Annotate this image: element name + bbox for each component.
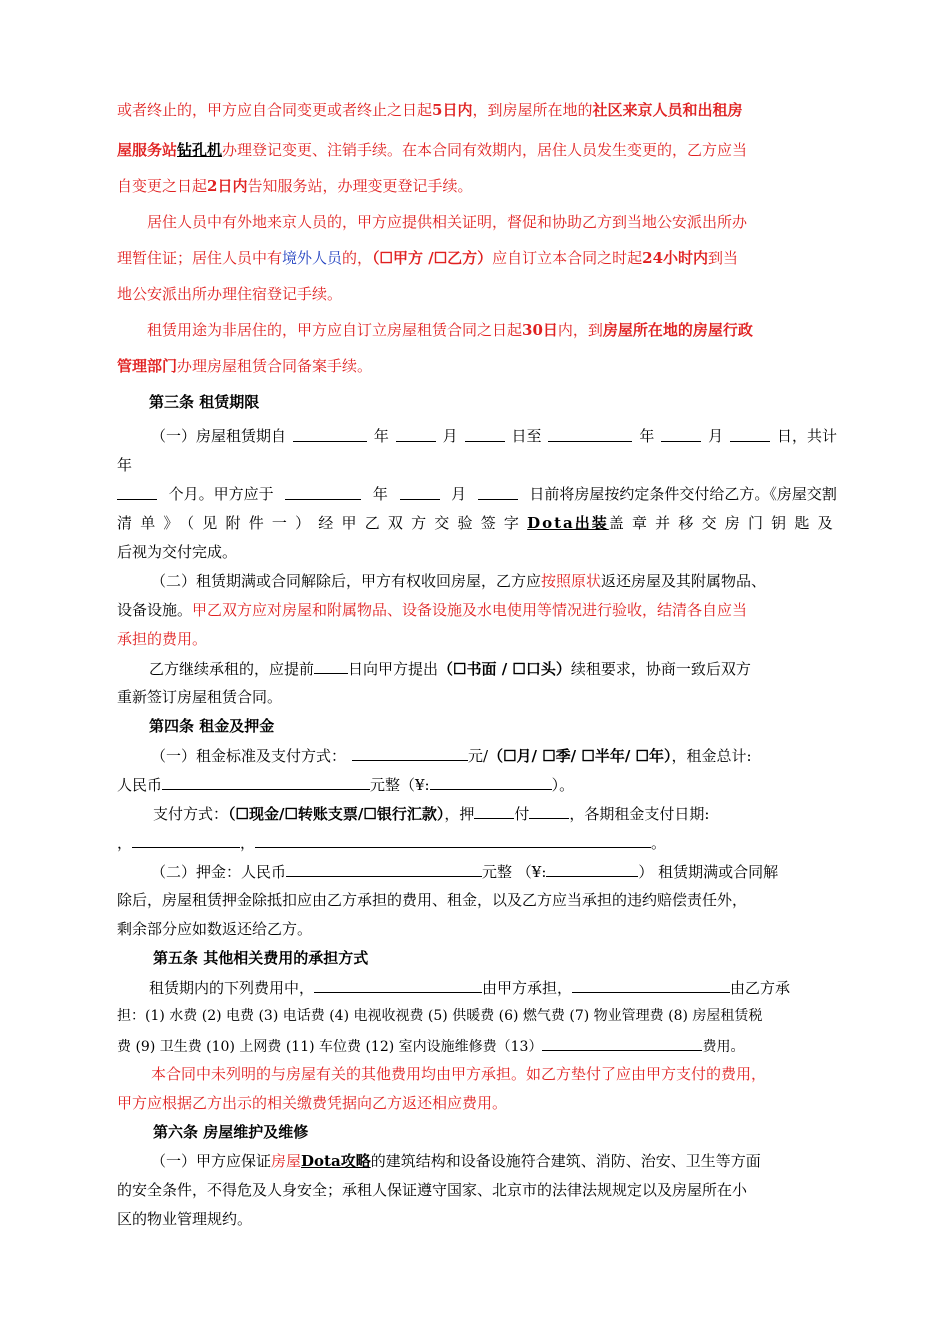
text-span: 续租要求，协商一致后双方 [570,660,751,678]
text-span: 日前将房屋按约定条件交付给乙方。《房屋交割 [529,485,837,503]
text-line [117,600,747,620]
text-span: 月 [451,485,467,503]
text-span: 设备设施。 [117,601,193,619]
text-span: ，租金总计: [671,747,752,765]
text-span: 年 [117,456,133,474]
blank-field[interactable] [474,803,514,819]
text-span: 的， [342,249,373,267]
text-span: 告知服务站，办理变更登记手续。 [247,177,473,195]
text-span: 按照原状 [541,572,602,590]
text-span: 应自订立本合同之时起 [492,249,643,267]
text-span: 元/ [468,747,489,765]
blank-field[interactable] [465,426,505,442]
text-line [117,1064,766,1084]
text-span: 担：(1) 水费 (2) 电费 (3) 电话费 (4) 电视收视费 (5) 供暖费 (6) 燃气费 (7) 物业管理费 (8) 房屋租赁税 [117,1008,763,1024]
text-line [117,658,751,679]
text-line [117,745,752,766]
blank-field[interactable] [542,1035,702,1051]
text-span: ）。 [551,776,575,794]
text-line [117,890,747,910]
text-span: 年 [639,427,655,445]
text-line [117,977,790,998]
text-line [117,687,282,707]
text-span: 租赁用途为非居住的，甲方应自订立房屋租赁合同之日起 [147,321,523,339]
text-line [117,1093,507,1113]
text-line [117,356,372,376]
text-span: 剩余部分应如数返还给乙方。 [117,920,313,938]
office-name: 房屋所在地的房屋行政 [602,321,753,339]
text-span: 日向甲方提出 [348,660,439,678]
deadline-text: 5日内 [432,101,473,119]
text-line [117,484,837,504]
blank-field[interactable] [572,977,730,993]
period-checkboxes[interactable]: （☐月/ ☐季/ ☐半年/ ☐年） [488,747,672,765]
section-heading-6: 第六条 房屋维护及维修 [153,1123,309,1141]
blank-field[interactable] [255,832,651,848]
text-line [117,212,747,232]
text-span: 租赁期内的下列费用中， [149,979,315,997]
blank-field[interactable] [117,484,157,500]
text-line [117,542,237,562]
text-span: 自变更之日起 [117,177,208,195]
text-line [117,861,778,882]
text-span: 重新签订房屋租赁合同。 [117,688,283,706]
text-span: 的建筑结构和设备设施符合建筑、消防、治安、卫生等方面 [370,1152,761,1170]
text-span: 月 [442,427,458,445]
text-span: ，各期租金支付日期: [569,805,710,823]
party-checkboxes[interactable]: （☐甲方 /☐乙方） [372,249,493,267]
text-span: 甲乙双方应对房屋和附属物品、设备设施及水电使用等情况进行验收，结清各自应当 [192,601,748,619]
blank-field[interactable] [285,484,361,500]
text-span: 后视为交付完成。 [117,543,238,561]
foreign-residents-text: 境外人员 [282,249,343,267]
text-span: 的安全条件，不得危及人身安全；承租人保证遵守国家、北京市的法律法规规定以及房屋所在小 [117,1181,748,1199]
watermark-link[interactable]: Dota出装 [527,514,609,532]
text-span: 元整 （¥: [482,863,547,881]
text-span: 由甲方承担， [482,979,573,997]
text-span: 费用。 [702,1039,745,1055]
office-name: 屋服务站 [117,141,178,159]
text-span: ，到房屋所在地的 [472,101,593,119]
text-span: 承担的费用。 [117,630,208,648]
text-span: ， [117,834,133,852]
office-name: 管理部门 [117,357,178,375]
text-line [117,571,766,591]
blank-field[interactable] [730,426,770,442]
text-span: 甲方应根据乙方出示的相关缴费凭据向乙方返还相应费用。 [117,1094,508,1112]
deadline-text: 30日 [522,321,558,339]
text-span: 办理房屋租赁合同备案手续。 [177,357,373,375]
text-span: 返还房屋及其附属物品、 [601,572,767,590]
text-line [117,919,312,939]
text-line [117,100,837,120]
text-span: 人民币 [117,776,163,794]
text-span: 除后，房屋租赁押金除抵扣应由乙方承担的费用、租金，以及乙方应当承担的违约赔偿责任外， [117,891,748,909]
text-span: （二）押金：人民币 [151,863,287,881]
deadline-text: 24小时内 [642,249,709,267]
blank-field[interactable] [314,658,348,674]
blank-field[interactable] [546,861,638,877]
blank-field[interactable] [132,832,240,848]
text-line [117,426,837,446]
text-line [117,248,738,268]
text-span: ， [240,834,256,852]
text-span: 日至 [511,427,542,445]
text-line [117,1006,762,1026]
text-span: （一）甲方应保证 [151,1152,272,1170]
text-span: （二）租赁期满或合同解除后，甲方有权收回房屋，乙方应 [151,572,542,590]
text-line [117,774,574,795]
text-span: 本合同中未列明的与房屋有关的其他费用均由甲方承担。如乙方垫付了应由甲方支付的费用， [151,1065,767,1083]
blank-field[interactable] [430,774,552,790]
blank-field[interactable] [293,426,367,442]
text-line [117,1209,252,1229]
text-span: 区的物业管理规约。 [117,1210,253,1228]
text-span: （一）房屋租赁期自 [151,427,287,445]
text-span: 居住人员中有外地来京人员的，甲方应提供相关证明，督促和协助乙方到当地公安派出所办 [147,213,748,231]
text-line [117,803,709,824]
text-span: 支付方式： [153,805,229,823]
blank-field[interactable] [286,861,482,877]
text-span: ） 租赁期满或合同解 [638,863,779,881]
text-span: 房屋 [271,1152,302,1170]
text-span: ，押 [444,805,475,823]
text-span: 到当 [708,249,739,267]
text-span: 。 [651,834,667,852]
blank-field[interactable] [396,426,436,442]
text-span: 理暂住证；居住人员中有 [117,249,283,267]
text-span: 费 (9) 卫生费 (10) 上网费 (11) 车位费 (12) 室内设施维修费（13） [117,1039,543,1055]
text-span: 盖章并移交房门钥匙及 [608,514,841,532]
text-span: 年 [373,427,389,445]
text-line [117,140,747,160]
blank-field[interactable] [478,484,518,500]
blank-field[interactable] [352,745,468,761]
section-heading-3: 第三条 租赁期限 [149,393,260,411]
text-span: 内，到 [557,321,603,339]
text-line [117,320,753,340]
text-span: 月 [708,427,724,445]
text-line [117,1151,761,1171]
section-heading-4: 第四条 租金及押金 [149,717,275,735]
section-heading-5: 第五条 其他相关费用的承担方式 [153,949,369,967]
renewal-checkboxes[interactable]: （☐书面 / ☐口头） [438,660,571,678]
text-span: 或者终止的，甲方应自合同变更或者终止之日起 [117,101,433,119]
blank-field[interactable] [529,803,569,819]
text-span: 办理登记变更、注销手续。在本合同有效期内，居住人员发生变更的，乙方应当 [222,141,748,159]
text-span: 由乙方承 [730,979,791,997]
office-name: 社区来京人员和出租房 [592,101,743,119]
watermark-link[interactable]: 钻孔机 [177,141,223,159]
blank-field[interactable] [548,426,632,442]
text-span: 年 [372,485,388,503]
text-span: 清单》（见附件一）经甲乙双方交验签字 [117,514,528,532]
text-line [117,284,342,304]
text-line [117,455,132,475]
text-span: 个月。甲方应于 [168,485,274,503]
text-span: 乙方继续承租的，应提前 [149,660,315,678]
text-line [117,832,666,853]
blank-field[interactable] [400,484,440,500]
text-span: （一）租金标准及支付方式： [151,747,347,765]
text-line [117,176,472,196]
blank-field[interactable] [314,977,482,993]
payment-method-checkboxes[interactable]: （☐现金/☐转账支票/☐银行汇款） [228,805,445,823]
text-line [117,1035,744,1057]
text-span: 地公安派出所办理住宿登记手续。 [117,285,343,303]
deadline-text: 2日内 [207,177,248,195]
watermark-link[interactable]: Dota攻略 [301,1152,371,1170]
text-line [117,513,841,533]
blank-field[interactable] [661,426,701,442]
text-span: 付 [514,805,530,823]
blank-field[interactable] [162,774,370,790]
text-span: 日，共计 [776,427,837,445]
text-line [117,629,207,649]
text-span: 元整（¥: [370,776,430,794]
text-line [117,1180,747,1200]
